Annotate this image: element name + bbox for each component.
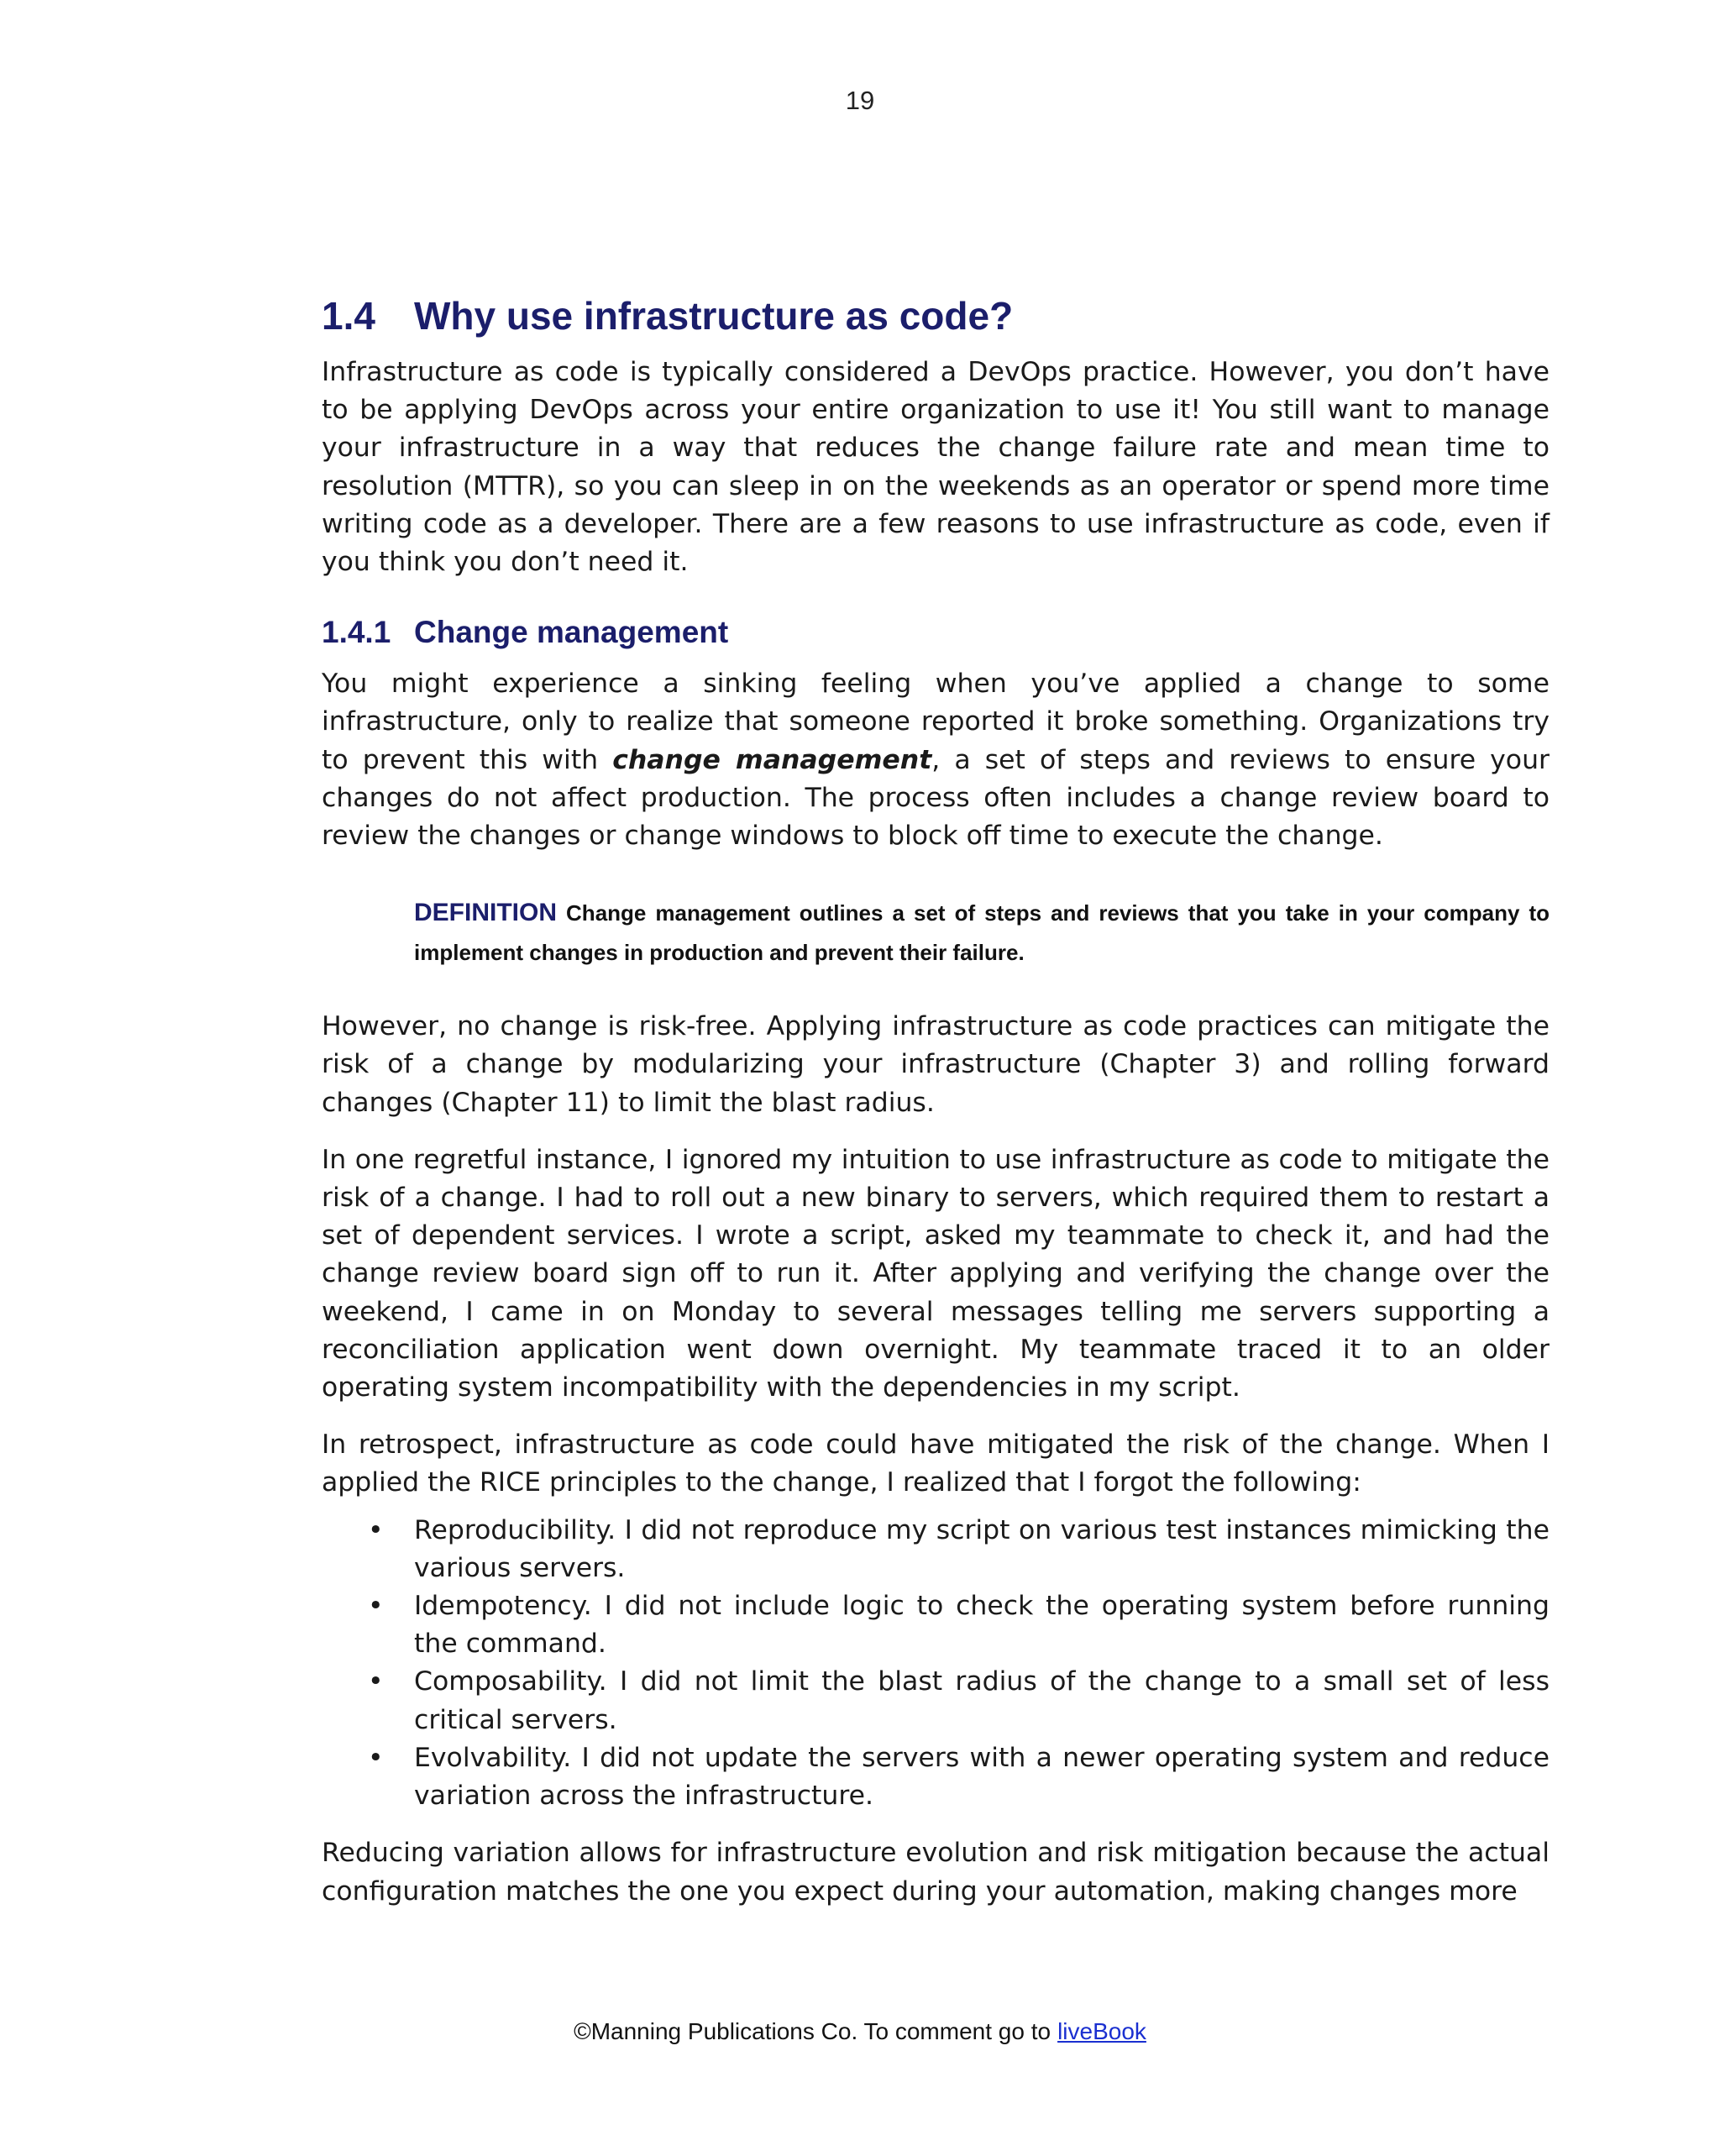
list-item-text: Composability. I did not limit the blast radius of the change to a small set of less critical servers. — [414, 1666, 1550, 1735]
definition-callout — [414, 893, 1550, 973]
bullet-icon: • — [368, 1514, 384, 1545]
bullet-icon: • — [368, 1742, 384, 1773]
bullet-icon: • — [368, 1591, 384, 1622]
paragraph-text: You might experience a sinking feeling when you’ve applied a change to some infrastructure, only to realize that someone reported it broke something. Organizations try to prevent this with — [322, 669, 1550, 775]
list-item-text: Idempotency. I did not include logic to check the operating system before running the command. — [414, 1591, 1550, 1660]
livebook-link[interactable]: liveBook — [1057, 2018, 1146, 2044]
page-content — [322, 290, 1550, 1930]
retrospect-paragraph: In retrospect, infrastructure as code could have mitigated the risk of the change. When I applied the RICE principles to the change, I realized that I forgot the following: — [322, 1429, 1550, 1498]
subsection-title: Change management — [414, 615, 729, 650]
list-item-text: Evolvability. I did not update the servers with a newer operating system and reduce variation across the infrastructure. — [414, 1742, 1550, 1812]
list-item — [322, 1587, 1550, 1663]
definition-label: DEFINITION — [414, 899, 557, 927]
page-footer — [0, 2018, 1720, 2045]
anecdote-paragraph: In one regretful instance, I ignored my intuition to use infrastructure as code to mitigate the risk of a change. I had to roll out a new binary to servers, which required them to restart a set of dependent services. I wrote a script, asked my teammate to check it, and had the change review board sign off to run it. After applying and verifying the change over the weekend, I came in on Monday to several messages telling me servers supporting a reconciliation application went down overnight. My teammate traced it to an older operating system incompatibility with the dependencies in my script. — [322, 1144, 1550, 1403]
section-number: 1.4 — [322, 294, 375, 338]
footer-text: ©Manning Publications Co. To comment go to — [574, 2018, 1051, 2044]
page-number: 19 — [845, 86, 875, 115]
paragraph-text: , a set of steps and reviews to ensure your changes do not affect production. The process often includes a change review board to review the changes or change windows to block off time to execute the change. — [322, 744, 1550, 852]
bullet-icon: • — [368, 1666, 384, 1697]
list-item — [322, 1512, 1550, 1587]
subsection-number: 1.4.1 — [322, 615, 391, 650]
change-management-paragraph — [322, 665, 1550, 855]
list-item — [322, 1663, 1550, 1739]
section-title: Why use infrastructure as code? — [414, 294, 1014, 338]
definition-text: Change management outlines a set of steps and reviews that you take in your company to implement changes in production and prevent their failure. — [414, 900, 1550, 966]
subsection-heading — [322, 611, 1550, 653]
list-item — [322, 1739, 1550, 1815]
risk-paragraph: However, no change is risk-free. Applying infrastructure as code practices can mitigate the risk of a change by modularizing your infrastructure (Chapter 3) and rolling forward changes (Chapter 11) to limit the blast radius. — [322, 1011, 1550, 1118]
emphasized-term: change management — [612, 744, 932, 775]
section-heading — [322, 290, 1550, 342]
rice-principles-list — [322, 1512, 1550, 1816]
closing-paragraph: Reducing variation allows for infrastructure evolution and risk mitigation because the actual configuration matches the one you expect during your automation, making changes more — [322, 1838, 1550, 1907]
intro-paragraph: Infrastructure as code is typically considered a DevOps practice. However, you don’t have to be applying DevOps across your entire organization to use it! You still want to manage your infrastructure in a way that reduces the change failure rate and mean time to resolution (MTTR), so you can sleep in on the weekends as an operator or spend more time writing code as a developer. There are a few reasons to use infrastructure as code, even if you think you don’t need it. — [322, 357, 1550, 578]
list-item-text: Reproducibility. I did not reproduce my script on various test instances mimicking the various servers. — [414, 1514, 1550, 1583]
